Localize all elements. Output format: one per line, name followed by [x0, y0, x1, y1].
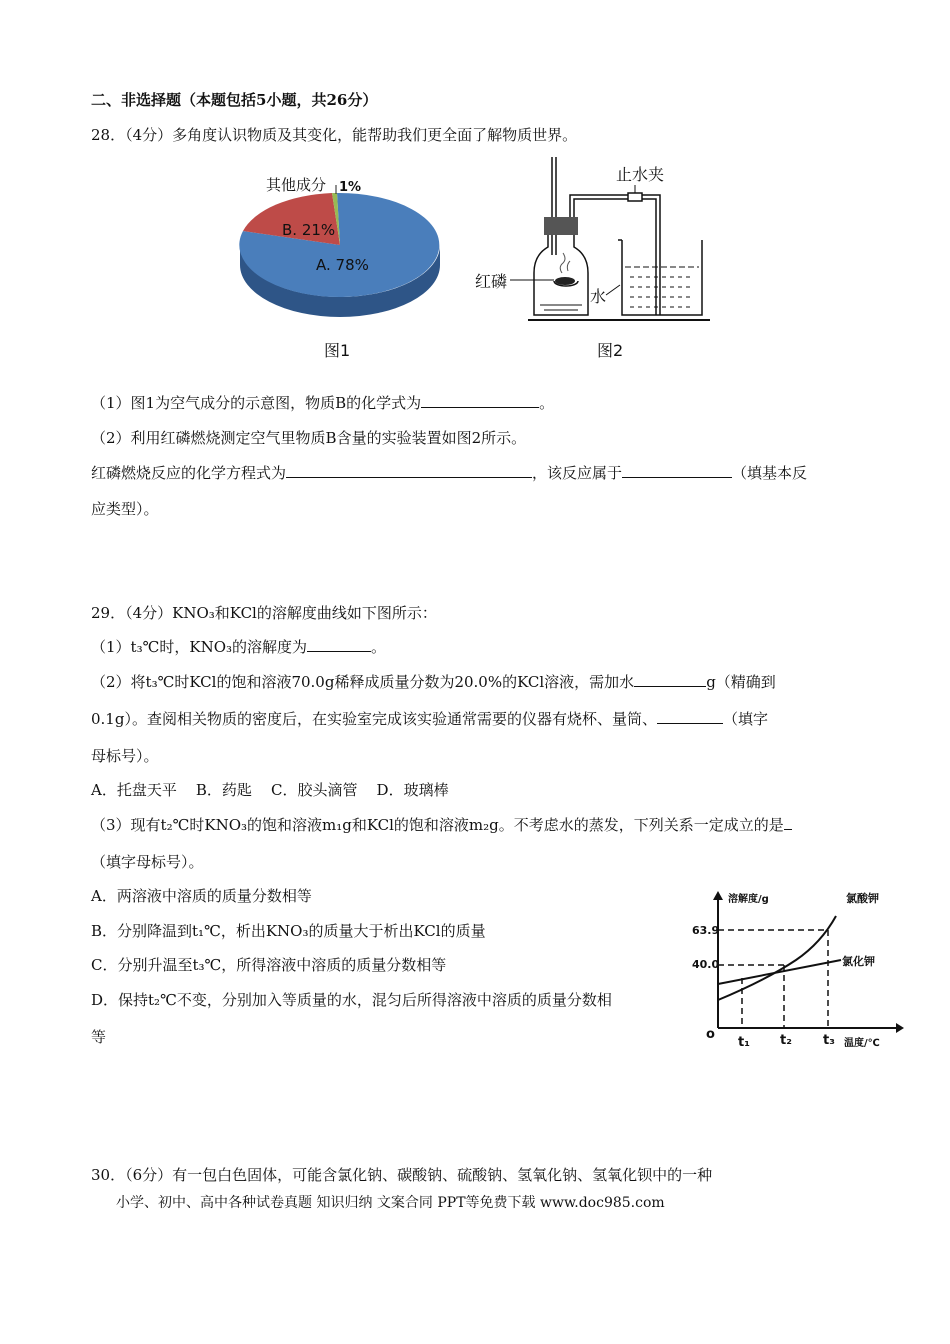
- answer-blank[interactable]: [307, 637, 371, 652]
- label-clamp: 止水夹: [616, 165, 665, 184]
- label-water: 水: [590, 287, 607, 306]
- pie-label-other: 其他成分: [266, 176, 327, 194]
- chart-ytick-63.9: 63.9: [692, 924, 720, 937]
- fig2-apparatus: [470, 155, 720, 330]
- q29-option-d: D．保持t₂℃不变，分别加入等质量的水，混匀后所得溶液中溶质的质量分数相: [91, 991, 612, 1009]
- q30-stem: 30．（6分）有一包白色固体，可能含氯化钠、碳酸钠、硫酸钠、氢氧化钠、氢氧化钡中的一种: [91, 1166, 713, 1184]
- q29-stem: 29．（4分）KNO₃和KCl的溶解度曲线如下图所示：: [91, 604, 437, 622]
- q28-part1: （1）图1为空气成分的示意图，物质B的化学式为 。: [91, 394, 555, 412]
- fig2-caption: 图2: [597, 341, 624, 360]
- chart-xtick-t1: t₁: [738, 1035, 750, 1050]
- solubility-chart: [692, 888, 906, 1053]
- q28-stem: 28．（4分）多角度认识物质及其变化，能帮助我们更全面了解物质世界。: [91, 126, 578, 144]
- q28-part2-equation: 红磷燃烧反应的化学方程式为 ，该反应属于 （填基本反: [91, 464, 808, 482]
- pie-label-other-pct: 1%: [339, 180, 362, 195]
- q29-option-a: A．两溶液中溶质的质量分数相等: [91, 887, 312, 905]
- chart-origin: o: [706, 1027, 715, 1042]
- page-footer: 小学、初中、高中各种试卷真题 知识归纳 文案合同 PPT等免费下载 www.doc985.com: [116, 1195, 665, 1211]
- chart-series-kno3-label: 氯酸钾: [846, 892, 879, 905]
- q29-part3: （3）现有t₂℃时KNO₃的饱和溶液m₁g和KCl的饱和溶液m₂g。不考虑水的蒸发，下列关系一定成立的是: [91, 815, 792, 835]
- label-phosphorus: 红磷: [475, 272, 508, 291]
- q29-option-c: C．分别升温至t₃℃，所得溶液中溶质的质量分数相等: [91, 956, 447, 974]
- answer-blank[interactable]: [622, 463, 732, 478]
- answer-blank[interactable]: [657, 709, 723, 724]
- q28-part2: （2）利用红磷燃烧测定空气里物质B含量的实验装置如图2所示。: [91, 429, 527, 447]
- section-title: 二、非选择题（本题包括5小题，共26分）: [91, 91, 378, 109]
- q28-part2-tail: 应类型）。: [91, 500, 159, 518]
- series-kcl-line: [718, 960, 841, 984]
- q29-part2-tail: 母标号）。: [91, 747, 159, 765]
- chart-ylabel: 溶解度/g: [728, 894, 769, 905]
- answer-blank[interactable]: [421, 393, 539, 408]
- chart-xlabel: 温度/℃: [844, 1038, 880, 1049]
- q29-options: A．托盘天平 B．药匙 C．胶头滴管 D．玻璃棒: [91, 781, 449, 799]
- pie-label-b: B. 21%: [282, 221, 336, 239]
- chart-ytick-40.0: 40.0: [692, 958, 720, 971]
- fig1-caption: 图1: [324, 341, 351, 360]
- chart-xtick-t2: t₂: [780, 1033, 792, 1048]
- chart-series-kcl-label: 氯化钾: [842, 955, 875, 968]
- q29-option-d-tail: 等: [91, 1028, 107, 1046]
- q29-part3-tail: （填字母标号）。: [91, 853, 204, 871]
- q29-part1: （1）t₃℃时，KNO₃的溶解度为 。: [91, 638, 387, 656]
- q29-option-b: B．分别降温到t₁℃，析出KNO₃的质量大于析出KCl的质量: [91, 922, 486, 940]
- answer-blank[interactable]: [634, 672, 706, 687]
- q29-part2: （2）将t₃℃时KCl的饱和溶液70.0g稀释成质量分数为20.0%的KCl溶液，需加水 g（精确到: [91, 673, 776, 691]
- answer-blank[interactable]: [784, 815, 792, 830]
- series-kno3-curve: [718, 916, 836, 1000]
- q29-part2-cont: 0.1g）。查阅相关物质的密度后，在实验室完成该实验通常需要的仪器有烧杯、量筒、 （填字: [91, 710, 768, 728]
- pie-label-a: A. 78%: [316, 256, 369, 274]
- answer-blank[interactable]: [286, 463, 532, 478]
- chart-xtick-t3: t₃: [823, 1033, 835, 1048]
- fig1-pie-chart: [230, 165, 450, 335]
